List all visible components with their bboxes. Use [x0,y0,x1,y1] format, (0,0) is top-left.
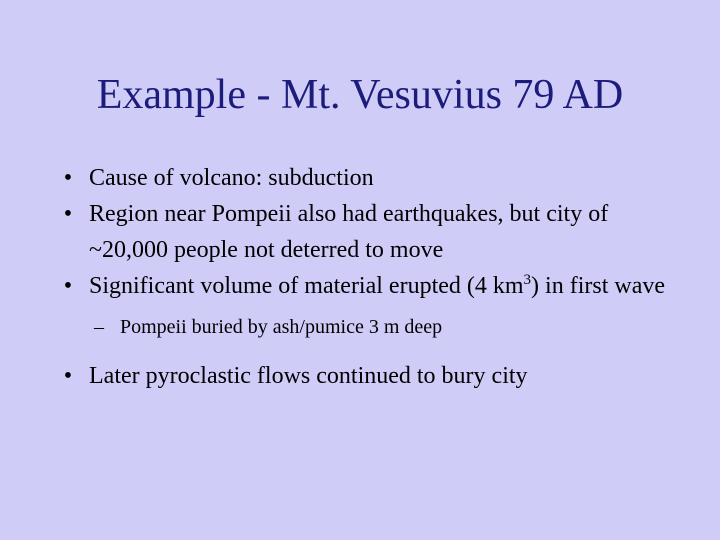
dash-icon: – [94,316,104,338]
bullet-item [58,196,668,268]
bullet-icon: • [63,363,73,389]
bullet-text-after-superscript: ) in first wave [531,273,666,299]
bullet-icon: • [63,273,73,299]
bullet-text-before-superscript: Significant volume of material erupted (4 km [89,273,524,299]
bullet-icon: • [63,165,73,191]
bullet-item [58,358,668,394]
bullet-text: Later pyroclastic flows continued to bury city [89,363,528,389]
superscript-cubed: 3 [523,272,532,288]
bullet-text [89,273,665,299]
bullet-list [58,160,668,394]
bullet-text: Cause of volcano: subduction [89,165,374,191]
bullet-icon: • [63,201,73,227]
bullet-text: Region near Pompeii also had earthquakes, but city of ~20,000 people not deterred to move [89,201,609,263]
bullet-item [58,160,668,196]
sub-bullet-text: Pompeii buried by ash/pumice 3 m deep [120,316,443,338]
sub-bullet-item [58,312,668,342]
bullet-item [58,268,668,304]
slide-title: Example - Mt. Vesuvius 79 AD [96,72,624,118]
